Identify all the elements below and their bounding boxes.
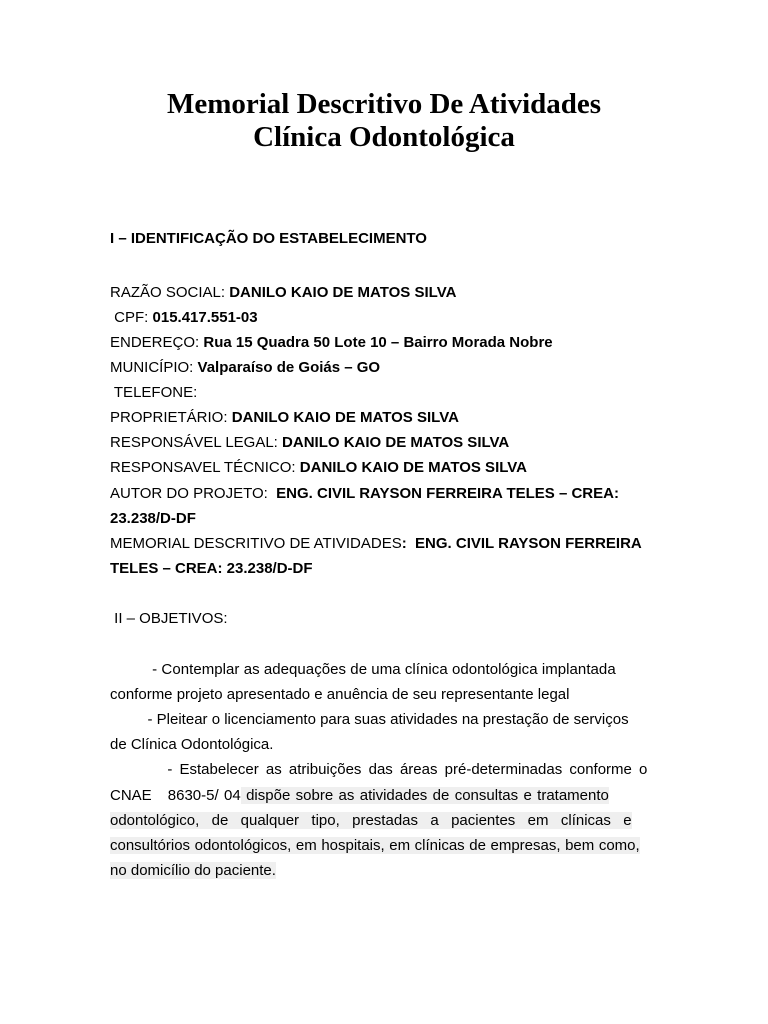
objective-2-line-2: de Clínica Odontológica. [110,736,274,753]
objective-3-line-5 [110,858,658,883]
cpf-label: CPF: [110,309,153,326]
responsavel-tecnico-label: RESPONSAVEL TÉCNICO: [110,459,300,476]
objective-3-line-5-text: no domicílio do paciente. [110,862,276,879]
razao-social-value: DANILO KAIO DE MATOS SILVA [229,284,457,301]
memorial-line [110,531,658,556]
objective-3-line-2 [110,783,658,808]
objective-3-line-4 [110,833,658,858]
autor-projeto-line-2 [110,506,658,531]
objective-3-line-4-text: consultórios odontológicos, em hospitais, em clínicas de empresas, bem como, [110,837,640,854]
municipio-value: Valparaíso de Goiás – GO [197,359,381,376]
cnae-code: CNAE 8630-5/ 04 [110,787,241,804]
objective-3-line-1: - Estabelecer as atribuições das áreas pré-determinadas conforme o [110,761,648,778]
responsavel-tecnico-line [110,455,658,480]
razao-social-label: RAZÃO SOCIAL: [110,284,230,301]
proprietario-line [110,405,658,430]
telefone-line [110,380,658,405]
objective-1-line-1: - Contemplar as adequações de uma clínica odontológica implantada [110,661,616,678]
objective-3-line-3 [110,808,658,833]
responsavel-legal-label: RESPONSÁVEL LEGAL: [110,434,283,451]
endereco-line [110,330,658,355]
section-2-heading-text: II – OBJETIVOS: [110,610,228,627]
autor-projeto-value: ENG. CIVIL RAYSON FERREIRA TELES – CREA: [276,485,619,502]
proprietario-label: PROPRIETÁRIO: [110,409,232,426]
memorial-value: : ENG. CIVIL RAYSON FERREIRA [401,535,642,552]
cnae-description-highlight: dispõe sobre as atividades de consultas e tratamento [240,787,609,804]
document-title-line-1: Memorial Descritivo De Atividades [166,88,602,120]
responsavel-tecnico-value: DANILO KAIO DE MATOS SILVA [299,459,528,476]
proprietario-value: DANILO KAIO DE MATOS SILVA [231,409,459,426]
cpf-line [110,305,658,330]
autor-projeto-crea: 23.238/D-DF [110,510,196,527]
autor-projeto-line [110,481,658,506]
telefone-label: TELEFONE: [110,384,198,401]
section-1-heading-text: I – IDENTIFICAÇÃO DO ESTABELECIMENTO [110,230,427,247]
memorial-crea: TELES – CREA: 23.238/D-DF [110,560,313,577]
cpf-value: 015.417.551-03 [152,309,258,326]
objective-3-line-3-text: odontológico, de qualquer tipo, prestadas a pacientes em clínicas e [110,812,632,829]
municipio-line [110,355,658,380]
section-1-heading [110,226,658,251]
razao-social-line [110,280,658,305]
endereco-label: ENDEREÇO: [110,334,204,351]
endereco-value: Rua 15 Quadra 50 Lote 10 – Bairro Morada Nobre [203,334,553,351]
section-2-heading [110,606,658,631]
document-title-line-2: Clínica Odontológica [253,121,515,153]
memorial-line-2 [110,556,658,581]
autor-projeto-label: AUTOR DO PROJETO: [110,485,277,502]
objective-2-line-1: - Pleitear o licenciamento para suas atividades na prestação de serviços [110,711,629,728]
memorial-label: MEMORIAL DESCRITIVO DE ATIVIDADES [110,535,402,552]
responsavel-legal-value: DANILO KAIO DE MATOS SILVA [282,434,510,451]
responsavel-legal-line [110,430,658,455]
objective-1-line-2: conforme projeto apresentado e anuência de seu representante legal [110,686,570,703]
municipio-label: MUNICÍPIO: [110,359,198,376]
